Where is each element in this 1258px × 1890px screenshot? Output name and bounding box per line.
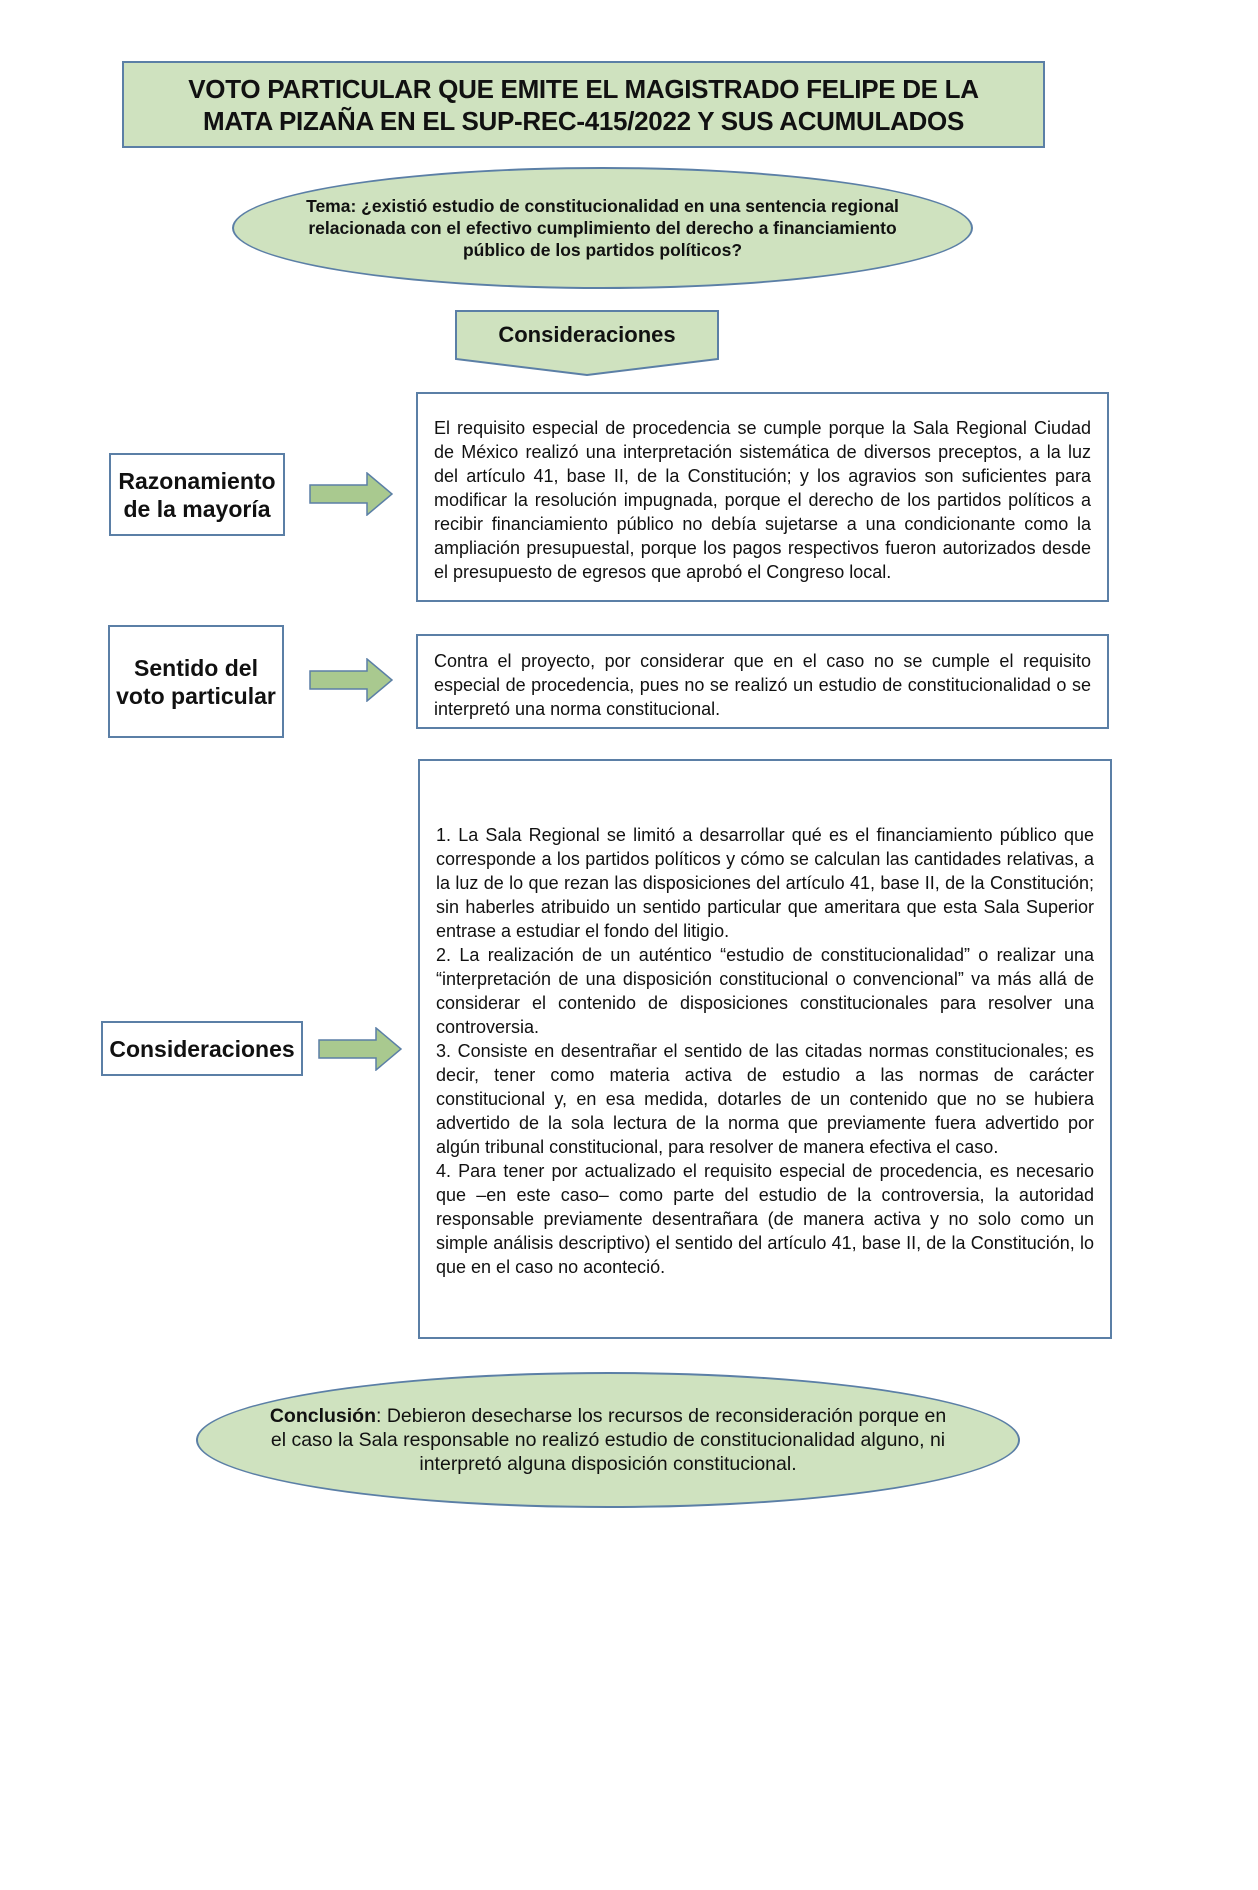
conclusion-ellipse <box>196 1372 1020 1508</box>
conclusion-label: Conclusión <box>269 1405 376 1427</box>
sentido-voto-text: Contra el proyecto, por considerar que en el caso no se cumple el requisito especial de procedencia, pues no se realizó un estudio de constitucionalidad o se interpretó una norma constitucional. <box>416 634 1109 729</box>
label-consideraciones: Consideraciones <box>101 1021 303 1076</box>
consideracion-point-3: 3. Consiste en desentrañar el sentido de las citadas normas constitucionales; es decir, tener como materia activa de estudio a las normas de carácter constitucional y, en esa medida, dotarles de un contenido que no se hubiera advertido de la sola lectura de la norma que previamente fuera advertido por algún tribunal constitucional, para resolver de manera efectiva el caso. <box>436 1041 1094 1157</box>
razonamiento-mayoria-text: El requisito especial de procedencia se cumple porque la Sala Regional Ciudad de México realizó una interpretación sistemática de diversos preceptos, a la luz del artículo 41, base II, de la Constitución; y los agravios son suficientes para modificar la resolución impugnada, porque el derecho de los partidos políticos a recibir financiamiento público no debía sujetarse a una condicionante como la ampliación presupuestal, porque los pagos respectivos fueron autorizados desde el presupuesto de egresos que aprobó el Congreso local. <box>416 392 1109 602</box>
arrow-right-icon <box>318 1027 402 1071</box>
arrow-right-icon <box>309 472 393 516</box>
consideracion-point-4: 4. Para tener por actualizado el requisito especial de procedencia, es necesario que –en este caso– como parte del estudio de la controversia, la autoridad responsable previamente desentrañara (de manera activa y no solo como un simple análisis descriptivo) el sentido del artículo 41, base II, de la Constitución, lo que en el caso no aconteció. <box>436 1161 1094 1277</box>
label-razonamiento-mayoria: Razonamiento de la mayoría <box>109 453 285 536</box>
consideracion-point-2: 2. La realización de un auténtico “estudio de constitucionalidad” o realizar una “interpretación de una disposición constitucional o convencional” va más allá de considerar el contenido de disposiciones constitucionales para resolver una controversia. <box>436 945 1094 1037</box>
consideraciones-text <box>418 759 1112 1339</box>
conclusion-body: : Debieron desecharse los recursos de reconsideración porque en el caso la Sala responsable no realizó estudio de constitucionalidad alguno, ni interpretó alguna disposición constitucional. <box>270 1405 947 1475</box>
tema-ellipse: Tema: ¿existió estudio de constitucionalidad en una sentencia regional relacionada con el efectivo cumplimiento del derecho a financiamiento público de los partidos políticos? <box>232 167 973 289</box>
arrow-right-icon <box>309 658 393 702</box>
consideracion-point-1: 1. La Sala Regional se limitó a desarrollar qué es el financiamiento público que corresponde a los partidos políticos y cómo se calculan las cantidades relativas, a la luz de lo que rezan las disposiciones del artículo 41, base II, de la Constitución; sin haberles atribuido un sentido particular que ameritara que esta Sala Superior entrase a estudiar el fondo del litigio. <box>436 825 1094 941</box>
consideraciones-banner-label: Consideraciones <box>498 322 676 347</box>
conclusion-text <box>268 1404 948 1476</box>
label-sentido-voto: Sentido del voto particular <box>108 625 284 738</box>
consideraciones-banner <box>455 310 719 376</box>
diagram-title: VOTO PARTICULAR QUE EMITE EL MAGISTRADO FELIPE DE LA MATA PIZAÑA EN EL SUP-REC-415/2022 Y SUS ACUMULADOS <box>122 61 1045 148</box>
